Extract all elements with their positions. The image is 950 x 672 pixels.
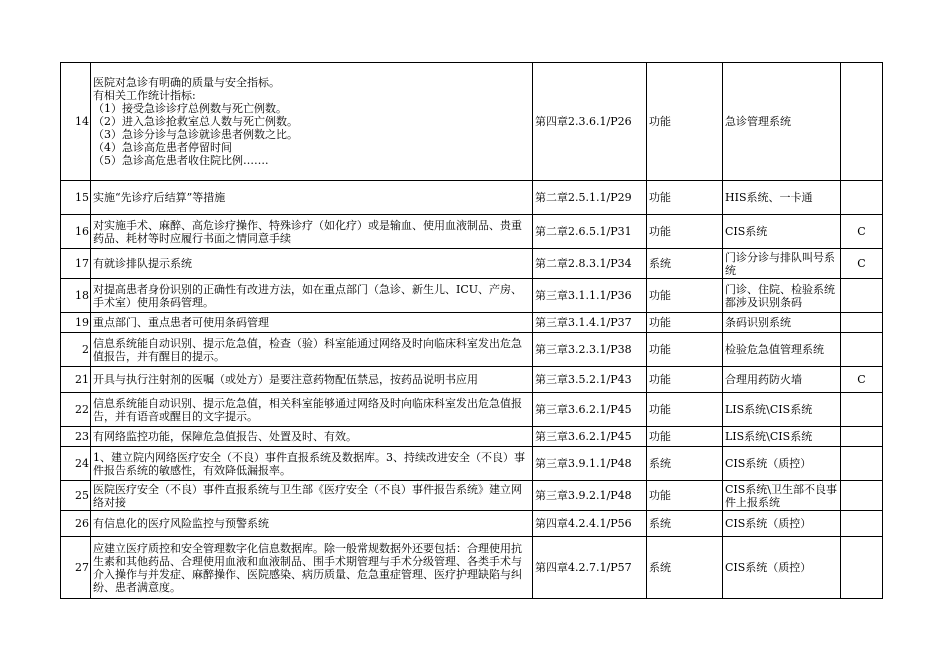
system-cell: LIS系统\CIS系统 xyxy=(723,427,841,447)
row-number-cell: 24 xyxy=(61,447,91,481)
requirement-cell: 对提高患者身份识别的正确性有改进方法，如在重点部门（急诊、新生儿、ICU、产房、手术室）使用条码管理。 xyxy=(91,279,533,313)
row-number-cell: 14 xyxy=(61,63,91,181)
category-cell: 功能 xyxy=(647,367,723,393)
requirement-cell: 医院医疗安全（不良）事件直报系统与卫生部《医疗安全（不良）事件报告系统》建立网络对接 xyxy=(91,481,533,511)
row-number-cell: 2 xyxy=(61,333,91,367)
chapter-reference-cell: 第三章3.6.2.1/P45 xyxy=(533,427,647,447)
table-row xyxy=(61,313,883,333)
row-number-cell: 27 xyxy=(61,537,91,599)
mark-cell xyxy=(841,313,883,333)
requirement-cell: 信息系统能自动识别、提示危急值，检查（验）科室能通过网络及时向临床科室发出危急值报告，并有醒目的提示。 xyxy=(91,333,533,367)
system-cell: LIS系统\CIS系统 xyxy=(723,393,841,427)
requirement-cell: 实施“先诊疗后结算”等措施 xyxy=(91,181,533,215)
table-row xyxy=(61,447,883,481)
system-cell: 门诊分诊与排队叫号系统 xyxy=(723,249,841,279)
table-row xyxy=(61,427,883,447)
category-cell: 功能 xyxy=(647,313,723,333)
category-cell: 功能 xyxy=(647,427,723,447)
category-cell: 系统 xyxy=(647,511,723,537)
category-cell: 功能 xyxy=(647,393,723,427)
system-cell: 急诊管理系统 xyxy=(723,63,841,181)
system-cell: CIS系统（质控） xyxy=(723,511,841,537)
requirement-cell: 信息系统能自动识别、提示危急值，相关科室能够通过网络及时向临床科室发出危急值报告，并有语音或醒目的文字提示。 xyxy=(91,393,533,427)
requirement-cell: 1、建立院内网络医疗安全（不良）事件直报系统及数据库。3、持续改进安全（不良）事件报告系统的敏感性，有效降低漏报率。 xyxy=(91,447,533,481)
mark-cell xyxy=(841,393,883,427)
mark-cell xyxy=(841,537,883,599)
category-cell: 系统 xyxy=(647,249,723,279)
table-row xyxy=(61,63,883,181)
system-cell: CIS系统（质控） xyxy=(723,537,841,599)
requirement-cell: 有网络监控功能，保障危急值报告、处置及时、有效。 xyxy=(91,427,533,447)
category-cell: 系统 xyxy=(647,537,723,599)
chapter-reference-cell: 第三章3.9.1.1/P48 xyxy=(533,447,647,481)
mark-cell: C xyxy=(841,367,883,393)
mark-cell xyxy=(841,447,883,481)
system-cell: 合理用药防火墙 xyxy=(723,367,841,393)
category-cell: 功能 xyxy=(647,481,723,511)
chapter-reference-cell: 第二章2.8.3.1/P34 xyxy=(533,249,647,279)
row-number-cell: 19 xyxy=(61,313,91,333)
chapter-reference-cell: 第二章2.6.5.1/P31 xyxy=(533,215,647,249)
category-cell: 系统 xyxy=(647,447,723,481)
system-cell: 门诊、住院、检验系统都涉及识别条码 xyxy=(723,279,841,313)
mark-cell xyxy=(841,333,883,367)
chapter-reference-cell: 第四章4.2.4.1/P56 xyxy=(533,511,647,537)
row-number-cell: 15 xyxy=(61,181,91,215)
category-cell: 功能 xyxy=(647,181,723,215)
category-cell: 功能 xyxy=(647,215,723,249)
requirement-cell: 重点部门、重点患者可使用条码管理 xyxy=(91,313,533,333)
chapter-reference-cell: 第三章3.1.1.1/P36 xyxy=(533,279,647,313)
table-row xyxy=(61,393,883,427)
table-row xyxy=(61,333,883,367)
chapter-reference-cell: 第二章2.5.1.1/P29 xyxy=(533,181,647,215)
row-number-cell: 17 xyxy=(61,249,91,279)
row-number-cell: 21 xyxy=(61,367,91,393)
row-number-cell: 18 xyxy=(61,279,91,313)
chapter-reference-cell: 第四章2.3.6.1/P26 xyxy=(533,63,647,181)
mark-cell xyxy=(841,481,883,511)
chapter-reference-cell: 第三章3.2.3.1/P38 xyxy=(533,333,647,367)
system-cell: CIS系统（质控） xyxy=(723,447,841,481)
row-number-cell: 26 xyxy=(61,511,91,537)
category-cell: 功能 xyxy=(647,333,723,367)
mark-cell xyxy=(841,427,883,447)
mark-cell xyxy=(841,511,883,537)
table-row xyxy=(61,511,883,537)
chapter-reference-cell: 第三章3.9.2.1/P48 xyxy=(533,481,647,511)
requirement-cell: 对实施手术、麻醉、高危诊疗操作、特殊诊疗（如化疗）或是输血、使用血液制品、贵重药品、耗材等时应履行书面之情同意手续 xyxy=(91,215,533,249)
requirement-cell: 有就诊排队提示系统 xyxy=(91,249,533,279)
row-number-cell: 22 xyxy=(61,393,91,427)
table-row xyxy=(61,181,883,215)
system-cell: CIS系统\卫生部不良事件上报系统 xyxy=(723,481,841,511)
system-cell: 检验危急值管理系统 xyxy=(723,333,841,367)
mark-cell: C xyxy=(841,249,883,279)
chapter-reference-cell: 第三章3.6.2.1/P45 xyxy=(533,393,647,427)
table-row xyxy=(61,279,883,313)
table-row xyxy=(61,249,883,279)
chapter-reference-cell: 第三章3.1.4.1/P37 xyxy=(533,313,647,333)
requirements-table xyxy=(60,62,883,599)
table-row xyxy=(61,215,883,249)
row-number-cell: 16 xyxy=(61,215,91,249)
row-number-cell: 23 xyxy=(61,427,91,447)
chapter-reference-cell: 第四章4.2.7.1/P57 xyxy=(533,537,647,599)
chapter-reference-cell: 第三章3.5.2.1/P43 xyxy=(533,367,647,393)
system-cell: HIS系统、一卡通 xyxy=(723,181,841,215)
requirement-cell: 医院对急诊有明确的质量与安全指标。 有相关工作统计指标: （1）接受急诊诊疗总例数与死亡例数。 （2）进入急诊抢救室总人数与死亡例数。 （3）急诊分诊与急诊就诊患者例数之比。 （4）急诊高危患者停留时间 （5）急诊高危患者收住院比例……. xyxy=(91,63,533,181)
category-cell: 功能 xyxy=(647,279,723,313)
mark-cell xyxy=(841,181,883,215)
requirement-cell: 有信息化的医疗风险监控与预警系统 xyxy=(91,511,533,537)
table-row xyxy=(61,537,883,599)
category-cell: 功能 xyxy=(647,63,723,181)
system-cell: 条码识别系统 xyxy=(723,313,841,333)
row-number-cell: 25 xyxy=(61,481,91,511)
mark-cell xyxy=(841,279,883,313)
mark-cell xyxy=(841,63,883,181)
requirement-cell: 开具与执行注射剂的医嘱（或处方）是要注意药物配伍禁忌，按药品说明书应用 xyxy=(91,367,533,393)
table-row xyxy=(61,367,883,393)
mark-cell: C xyxy=(841,215,883,249)
system-cell: CIS系统 xyxy=(723,215,841,249)
table-row xyxy=(61,481,883,511)
requirement-cell: 应建立医疗质控和安全管理数字化信息数据库。除一般常规数据外还要包括：合理使用抗生素和其他药品、合理使用血液和血液制品、围手术期管理与手术分级管理、各类手术与介入操作与并发症、麻醉操作、医院感染、病历质量、危急重症管理、医疗护理缺陷与纠纷、患者满意度。 xyxy=(91,537,533,599)
